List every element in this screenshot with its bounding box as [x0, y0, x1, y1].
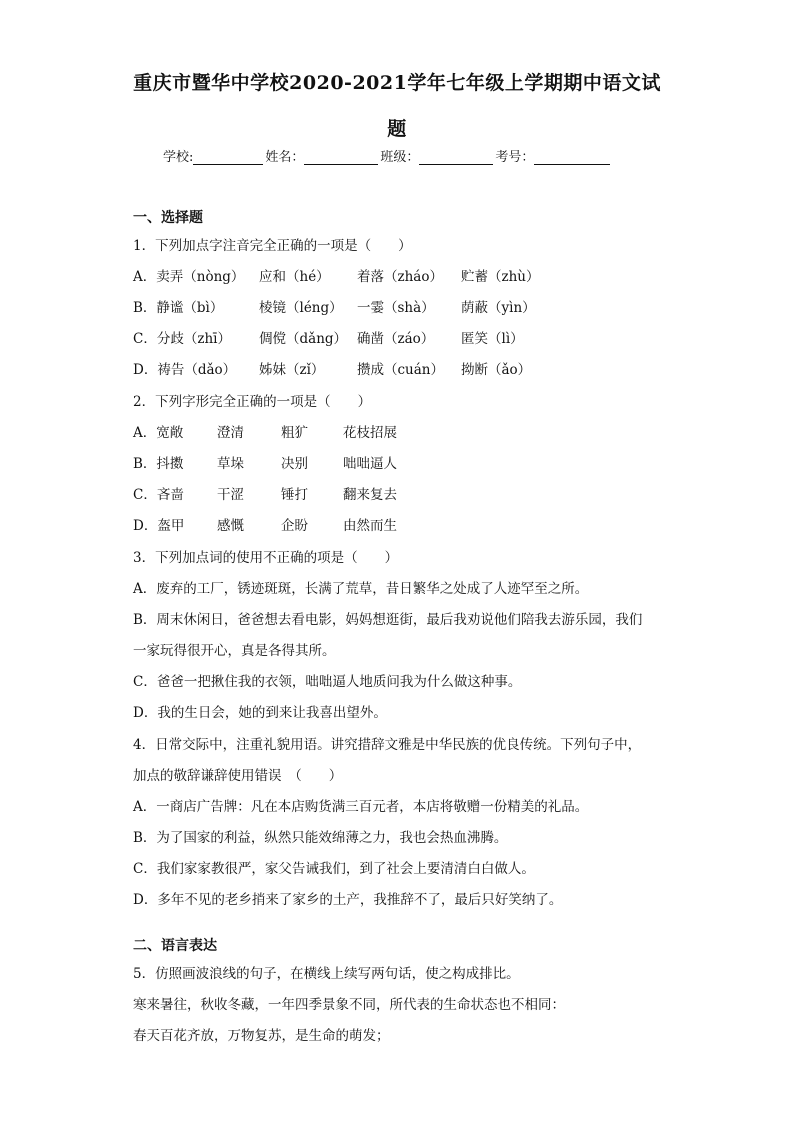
q5-passage-line1: 寒来暑往，秋收冬藏，一年四季景象不同，所代表的生命状态也不相同：: [133, 997, 565, 1013]
q3-option-b-line2: 一家玩得很开心，真是各得其所。: [133, 643, 336, 659]
number-label: 考号：: [495, 150, 535, 165]
q3-option-b-line1: B．周末休闲日，爸爸想去看电影，妈妈想逛街，最后我劝说他们陪我去游乐园，我们: [133, 612, 643, 628]
class-blank: [419, 150, 493, 165]
q1-option-c: C．分歧（zhī） 倜傥（dǎng） 确凿（záo） 匿笑（lì）: [133, 331, 524, 347]
q2-option-c: C．吝啬 干涩 锤打 翻来复去: [133, 487, 397, 503]
q4-stem-line1: 4．日常交际中，注重礼貌用语。讲究措辞文雅是中华民族的优良传统。下列句子中，: [133, 737, 642, 753]
class-label: 班级：: [380, 150, 420, 165]
name-label: 姓名：: [265, 150, 305, 165]
school-blank: [193, 150, 263, 165]
number-blank: [534, 150, 610, 165]
q1-option-a: A．卖弄（nòng） 应和（hé） 着落（zháo） 贮蓄（zhù）: [133, 269, 540, 285]
name-blank: [304, 150, 378, 165]
exam-title-line2: 题: [387, 118, 407, 140]
q4-stem-line2: 加点的敬辞谦辞使用错误 （ ）: [133, 768, 343, 784]
q2-option-a: A．宽敞 澄清 粗犷 花枝招展: [133, 425, 397, 441]
q2-stem: 2．下列字形完全正确的一项是（ ）: [133, 394, 372, 410]
q1-stem: 1．下列加点字注音完全正确的一项是（ ）: [133, 238, 412, 254]
section-heading-choice: 一、选择题: [133, 210, 203, 226]
q5-stem: 5．仿照画波浪线的句子，在横线上续写两句话，使之构成排比。: [133, 966, 520, 982]
student-info-row: [163, 146, 643, 165]
q4-option-a: A．一商店广告牌：凡在本店购货满三百元者，本店将敬赠一份精美的礼品。: [133, 799, 589, 815]
q4-option-b: B．为了国家的利益，纵然只能效绵薄之力，我也会热血沸腾。: [133, 830, 508, 846]
section-heading-language: 二、语言表达: [133, 938, 217, 954]
q2-option-d: D．盔甲 感慨 企盼 由然而生: [133, 518, 397, 534]
q1-option-b: B．静谧（bì） 棱镜（léng） 一霎（shà） 荫蔽（yìn）: [133, 300, 536, 316]
q4-option-d: D．多年不见的老乡捎来了家乡的土产，我推辞不了，最后只好笑纳了。: [133, 892, 563, 908]
q3-option-c: C．爸爸一把揪住我的衣领，咄咄逼人地质问我为什么做这种事。: [133, 674, 522, 690]
q2-option-b: B．抖擞 草垛 决别 咄咄逼人: [133, 456, 397, 472]
q5-passage-line2: 春天百花齐放，万物复苏，是生命的萌发；: [133, 1028, 390, 1044]
exam-title-line1: 重庆市暨华中学校2020-2021学年七年级上学期期中语文试: [133, 72, 661, 94]
school-label: 学校:: [163, 150, 194, 165]
q4-option-c: C．我们家家教很严，家父告诫我们，到了社会上要清清白白做人。: [133, 861, 535, 877]
q3-stem: 3．下列加点词的使用不正确的项是（ ）: [133, 550, 399, 566]
q3-option-d: D．我的生日会，她的到来让我喜出望外。: [133, 705, 387, 721]
q3-option-a: A．废弃的工厂，锈迹斑斑，长满了荒草，昔日繁华之处成了人迹罕至之所。: [133, 581, 589, 597]
q1-option-d: D．祷告（dǎo） 姊妹（zǐ） 攒成（cuán） 拗断（ǎo）: [133, 362, 532, 378]
